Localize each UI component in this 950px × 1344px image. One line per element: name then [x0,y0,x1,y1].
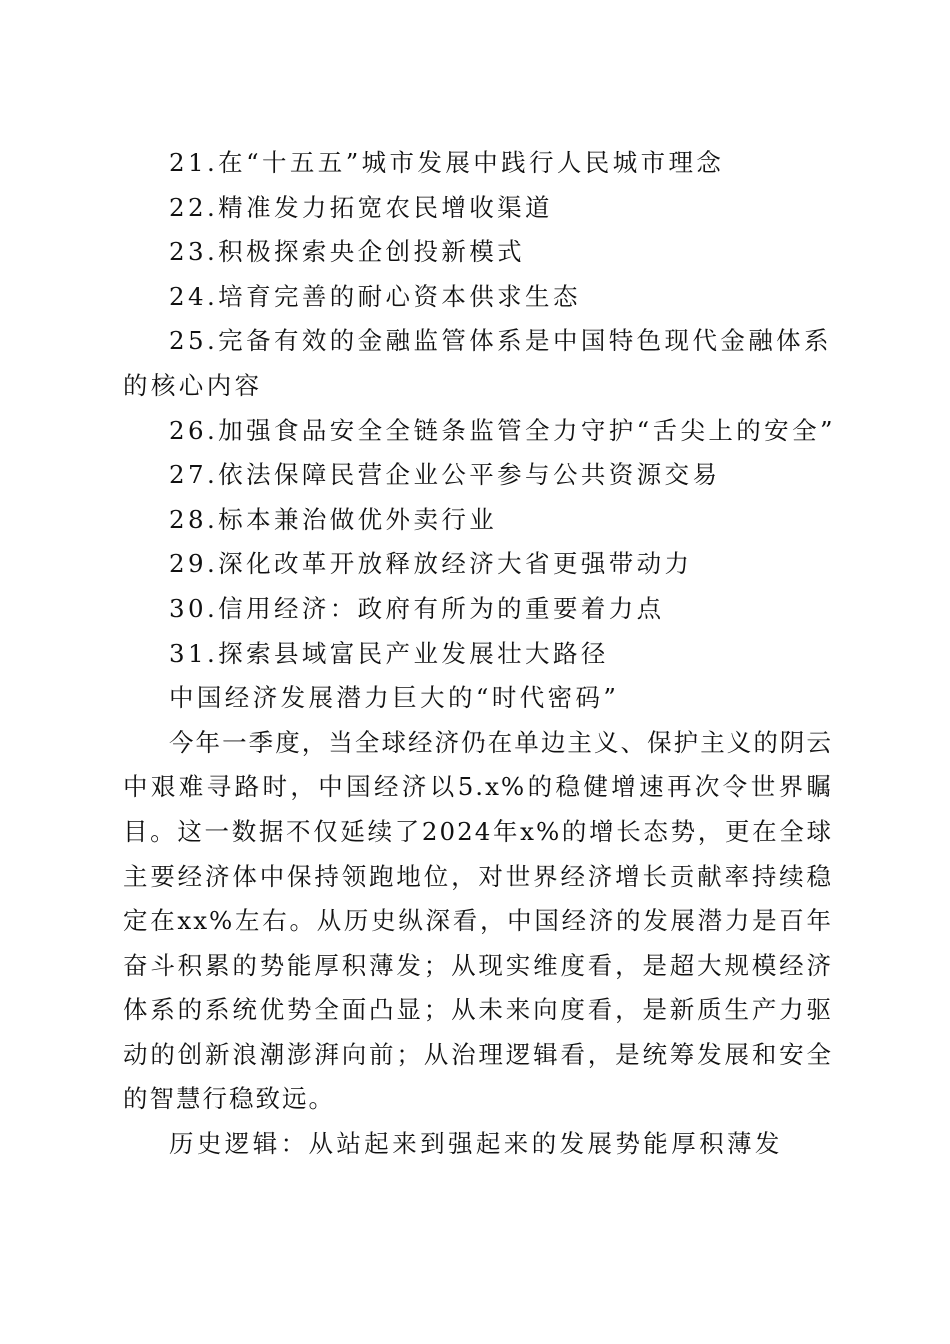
list-item-29: 29.深化改革开放释放经济大省更强带动力 [169,549,693,579]
list-item-31: 31.探索县域富民产业发展壮大路径 [169,638,609,668]
list-item-26: 26.加强食品安全全链条监管全力守护“舌尖上的安全” [169,415,836,445]
article-title: 中国经济发展潜力巨大的“时代密码” [169,683,620,713]
list-item-30: 30.信用经济：政府有所为的重要着力点 [169,593,665,623]
document-body [123,141,836,1167]
intro-paragraph: 今年一季度，当全球经济仍在单边主义、保护主义的阴云中艰难寻路时，中国经济以5.x%的稳健增速再次令世界瞩目。这一数据不仅延续了2024年x%的增长态势，更在全球主要经济体中保持领跑地位，对世界经济增长贡献率持续稳定在xx%左右。从历史纵深看，中国经济的发展潜力是百年奋斗积累的势能厚积薄发；从现实维度看，是超大规模经济体系的系统优势全面凸显；从未来向度看，是新质生产力驱动的创新浪潮澎湃向前；从治理逻辑看，是统筹发展和安全的智慧行稳致远。 [123,727,833,1114]
list-item-24: 24.培育完善的耐心资本供求生态 [169,281,581,311]
list-item-21: 21.在“十五五”城市发展中践行人民城市理念 [169,148,725,177]
list-item-28: 28.标本兼治做优外卖行业 [169,504,498,534]
section-heading: 历史逻辑：从站起来到强起来的发展势能厚积薄发 [169,1129,783,1159]
list-item-27: 27.依法保障民营企业公平参与公共资源交易 [169,460,721,490]
list-item-23: 23.积极探索央企创投新模式 [169,237,526,267]
list-item-22: 22.精准发力拓宽农民增收渠道 [169,192,553,222]
list-item-25: 25.完备有效的金融监管体系是中国特色现代金融体系的核心内容 [123,326,832,400]
